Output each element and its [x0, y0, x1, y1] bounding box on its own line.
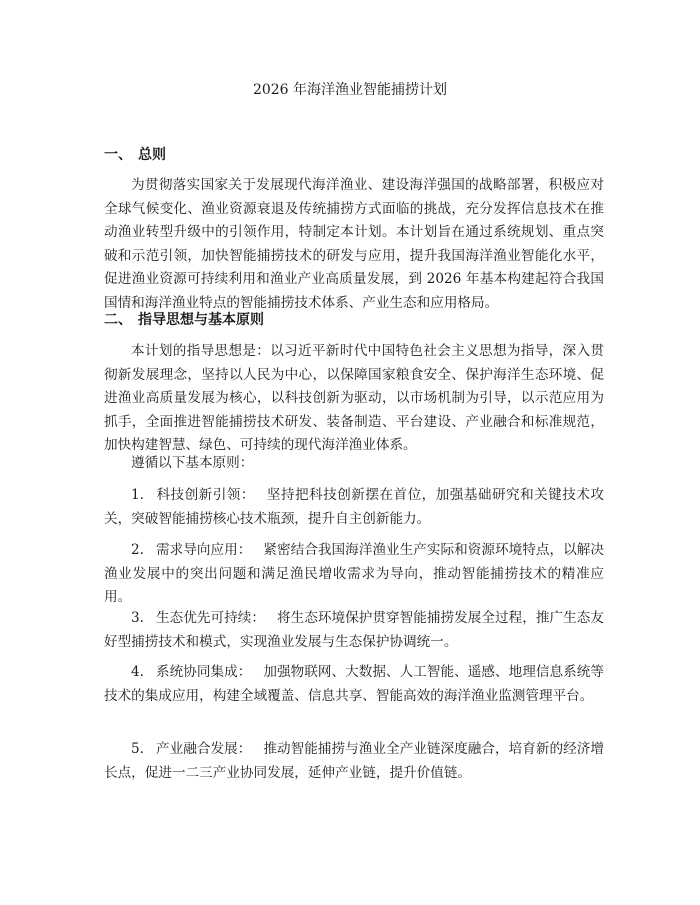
list-item-text: 加强物联网、大数据、人工智能、遥感、地理信息系统等技术的集成应用，构建全域覆盖、信息共享、智能高效的海洋渔业监测管理平台。	[104, 664, 605, 704]
list-item-label: 科技创新引领：	[155, 487, 255, 503]
list-item-number: 3.	[131, 610, 144, 626]
list-item	[104, 738, 604, 785]
list-item	[104, 607, 604, 654]
list-item-label: 需求导向应用：	[155, 542, 252, 558]
list-item	[104, 484, 604, 531]
section-title: 总则	[138, 147, 166, 163]
section-paragraph: 本计划的指导思想是：以习近平新时代中国特色社会主义思想为指导，深入贯彻新发展理念，坚持以人民为中心，以保障国家粮食安全、保护海洋生态环境、促进渔业高质量发展为核心，以科技创新为驱动，以市场机制为引导，以示范应用为抓手，全面推进智能捕捞技术研发、装备制造、平台建设、产业融合和标准规范，加快构建智慧、绿色、可持续的现代海洋渔业体系。	[104, 343, 604, 453]
list-item-text: 将生态环境保护贯穿智能捕捞发展全过程，推广生态友好型捕捞技术和模式，实现渔业发展与生态保护协调统一。	[104, 610, 605, 650]
list-item-number: 1.	[131, 487, 144, 503]
section-number: 一、	[104, 147, 132, 163]
document-title: 2026 年海洋渔业智能捕捞计划	[252, 82, 448, 98]
section-paragraph: 遵循以下基本原则：	[131, 455, 254, 471]
list-item-label: 产业融合发展：	[155, 741, 252, 757]
list-item	[104, 661, 604, 708]
list-item-number: 4.	[131, 664, 144, 680]
list-item-number: 5.	[131, 741, 144, 757]
list-item-label: 系统协同集成：	[155, 664, 252, 680]
section-paragraph: 为贯彻落实国家关于发展现代海洋渔业、建设海洋强国的战略部署，积极应对全球气候变化、渔业资源衰退及传统捕捞方式面临的挑战，充分发挥信息技术在推动渔业转型升级中的引领作用，特制定本计划。本计划旨在通过系统规划、重点突破和示范引领，加快智能捕捞技术的研发与应用，提升我国海洋渔业智能化水平，促进渔业资源可持续利用和渔业产业高质量发展，到 2026 年基本构建起符合我国国情和海洋渔业特点的智能捕捞技术体系、产业生态和应用格局。	[104, 177, 604, 311]
section-number: 二、	[104, 312, 132, 328]
list-item	[104, 539, 604, 610]
section-title: 指导思想与基本原则	[138, 312, 264, 328]
list-item-number: 2.	[131, 542, 144, 558]
list-item-text: 紧密结合我国海洋渔业生产实际和资源环境特点，以解决渔业发展中的突出问题和满足渔民增收需求为导向，推动智能捕捞技术的精准应用。	[104, 542, 605, 605]
section-heading-general	[104, 145, 166, 165]
section-heading-guiding-principles	[104, 310, 264, 330]
list-item-label: 生态优先可持续：	[155, 610, 266, 626]
list-item-text: 推动智能捕捞与渔业全产业链深度融合，培育新的经济增长点，促进一二三产业协同发展，延伸产业链，提升价值链。	[104, 741, 605, 781]
list-item-text: 坚持把科技创新摆在首位，加强基础研究和关键技术攻关，突破智能捕捞核心技术瓶颈，提升自主创新能力。	[104, 487, 605, 527]
